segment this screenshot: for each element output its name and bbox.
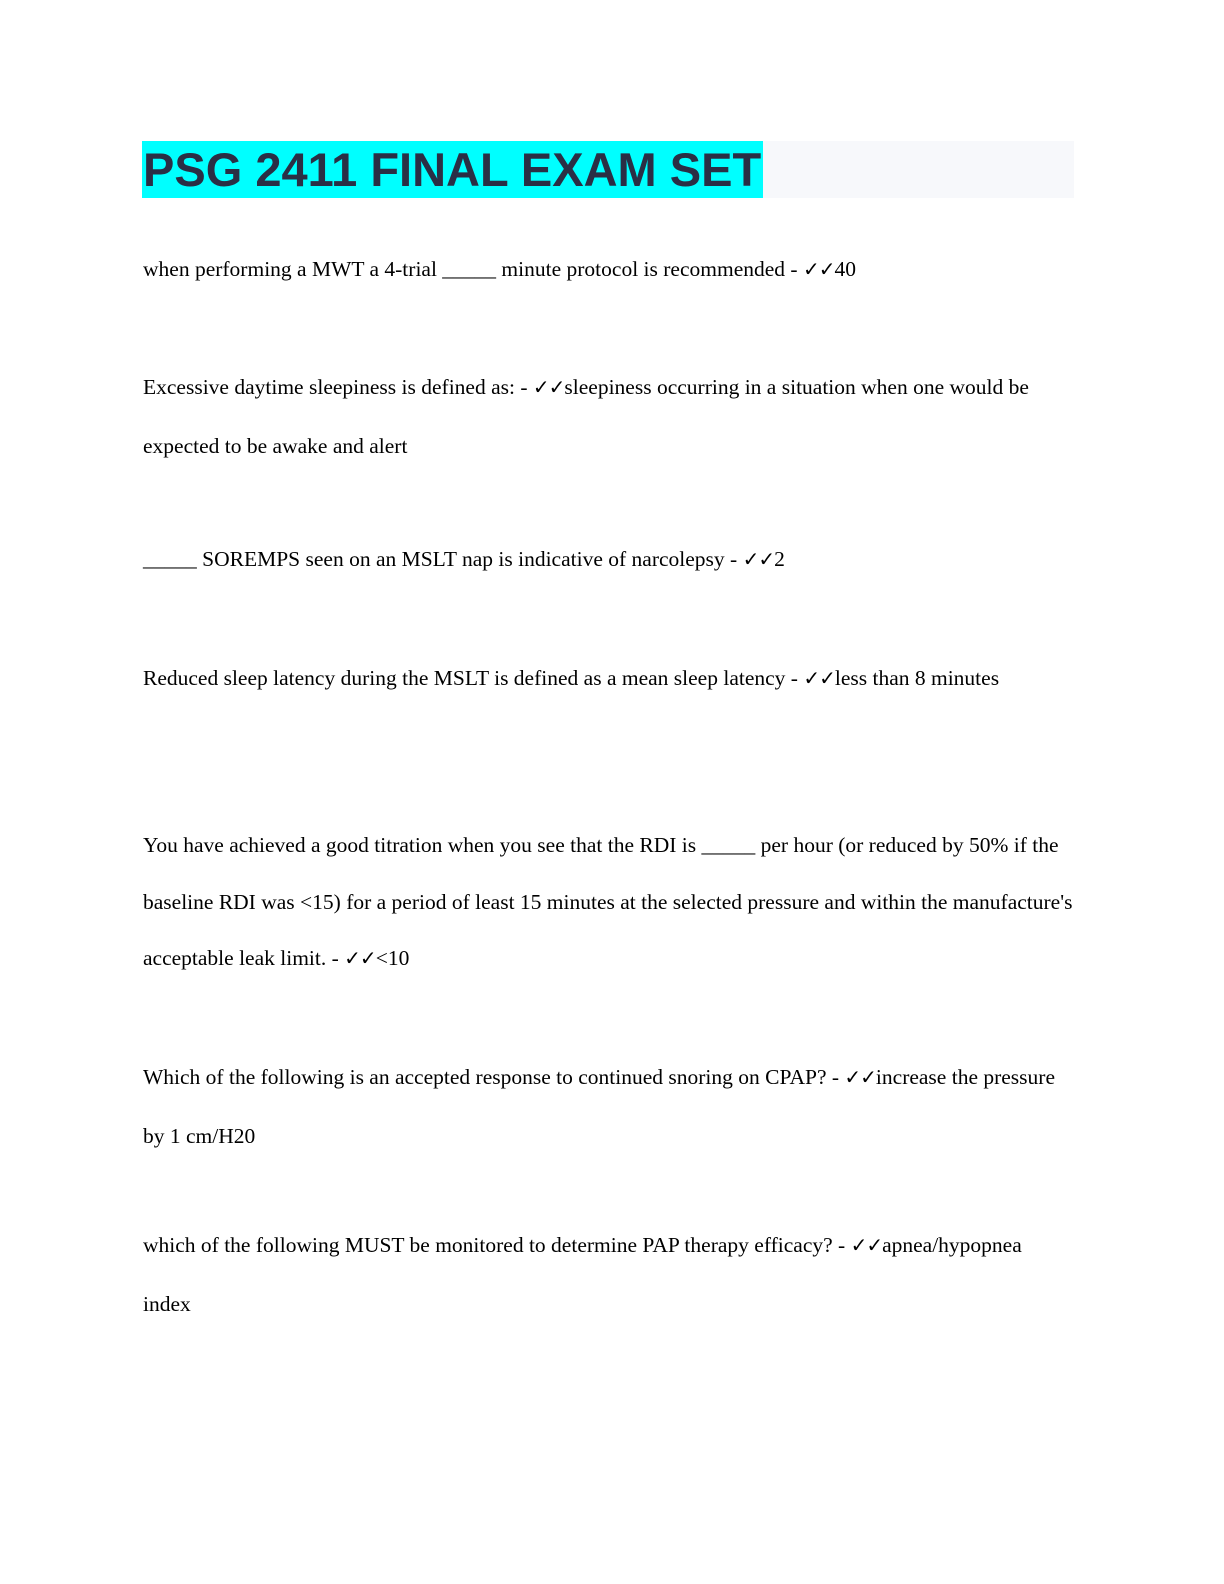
question-text: Excessive daytime sleepiness is defined as: - [143,375,533,399]
double-check-icon: ✓✓ [844,1065,876,1089]
double-check-icon: ✓✓ [802,257,835,281]
double-check-icon: ✓✓ [850,1233,883,1257]
answer-text: less than 8 minutes [834,666,1000,690]
double-check-icon: ✓✓ [803,666,835,690]
answer-text: sleepiness occurring in a situation when one would be expected to be awake and alert [143,375,1029,458]
answer-text: 40 [834,257,856,281]
double-check-icon: ✓✓ [344,946,376,970]
document-title: PSG 2411 FINAL EXAM SET [143,143,762,196]
qa-item-6 [143,1048,1073,1165]
qa-item-5 [143,817,1073,987]
answer-text: 2 [774,547,785,571]
qa-item-3 [143,530,1073,589]
qa-item-1 [143,240,1073,299]
answer-text: <10 [375,946,410,970]
question-text: _____ SOREMPS seen on an MSLT nap is indicative of narcolepsy - [143,547,743,571]
qa-item-2 [143,358,1073,475]
answer-text: increase the pressure by 1 cm/H20 [143,1065,1055,1148]
double-check-icon: ✓✓ [532,375,565,399]
double-check-icon: ✓✓ [742,547,775,571]
qa-item-7 [143,1216,1073,1333]
question-text: when performing a MWT a 4-trial _____ minute protocol is recommended - [143,257,803,281]
question-text: Which of the following is an accepted response to continued snoring on CPAP? - [143,1065,845,1089]
question-text: which of the following MUST be monitored to determine PAP therapy efficacy? - [143,1233,851,1257]
question-text: Reduced sleep latency during the MSLT is defined as a mean sleep latency - [143,666,804,690]
question-text: You have achieved a good titration when you see that the RDI is _____ per hour (or reduced by 50% if the baseline RDI was <15) for a period of least 15 minutes at the selected pressure and within the manufacture's acceptable leak limit. - [143,833,1073,970]
answer-text: apnea/hypopnea index [143,1233,1022,1316]
qa-item-4 [143,649,1073,708]
